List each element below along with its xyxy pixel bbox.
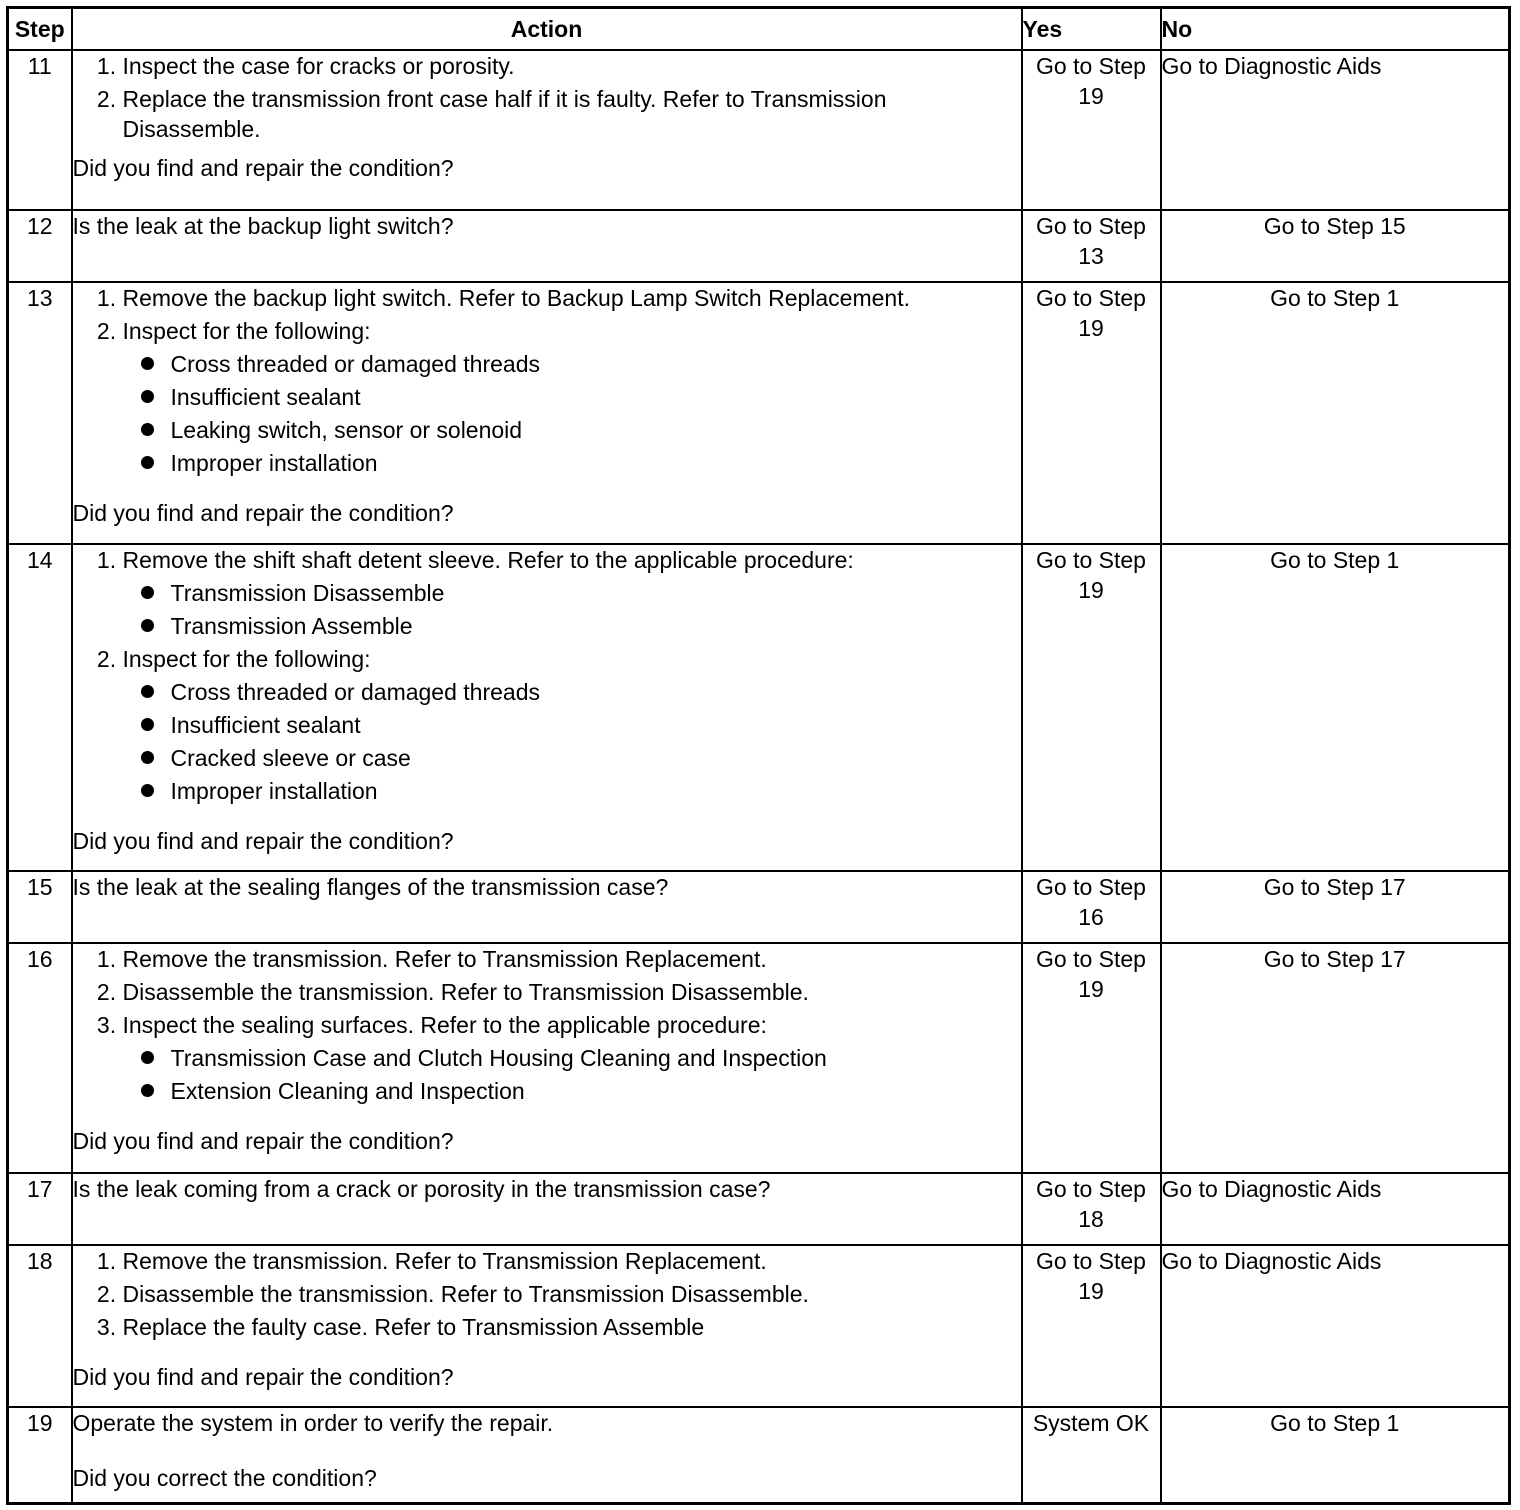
action-item-text: Remove the backup light switch. Refer to Backup Lamp Switch Replacement. xyxy=(122,285,910,311)
action-cell xyxy=(72,282,1022,544)
no-cell: Go to Step 1 xyxy=(1161,544,1510,871)
bullet-icon xyxy=(141,423,154,436)
action-item xyxy=(123,316,1021,478)
bullet-item xyxy=(171,677,1021,707)
action-cell xyxy=(72,1407,1022,1503)
action-question: Did you find and repair the condition? xyxy=(72,155,454,181)
bullet-text: Improper installation xyxy=(170,450,378,476)
header-step: Step xyxy=(8,8,72,51)
action-question: Did you correct the condition? xyxy=(72,1465,377,1491)
bullet-list xyxy=(123,578,1021,641)
yes-cell: Go to Step 19 xyxy=(1022,544,1161,871)
action-item-text: Inspect for the following: xyxy=(122,318,371,344)
action-question: Did you find and repair the condition? xyxy=(72,1364,454,1390)
action-item-text: Disassemble the transmission. Refer to Transmission Disassemble. xyxy=(122,979,809,1005)
header-no: No xyxy=(1161,8,1510,51)
step-number: 17 xyxy=(8,1173,72,1245)
action-text: Is the leak at the backup light switch? xyxy=(72,210,1022,282)
bullet-icon xyxy=(141,456,154,469)
bullet-item xyxy=(171,611,1021,641)
action-item-text: Inspect for the following: xyxy=(122,646,371,672)
action-item xyxy=(123,1279,1021,1309)
bullet-text: Insufficient sealant xyxy=(170,712,361,738)
bullet-text: Cross threaded or damaged threads xyxy=(170,679,540,705)
bullet-text: Improper installation xyxy=(170,778,378,804)
bullet-icon xyxy=(141,586,154,599)
action-item-text: Remove the shift shaft detent sleeve. Refer to the applicable procedure: xyxy=(122,547,854,573)
yes-cell: System OK xyxy=(1022,1407,1161,1503)
no-cell: Go to Diagnostic Aids xyxy=(1161,1245,1510,1407)
no-cell: Go to Diagnostic Aids xyxy=(1161,50,1510,210)
yes-cell: Go to Step 18 xyxy=(1022,1173,1161,1245)
no-cell: Go to Step 1 xyxy=(1161,1407,1510,1503)
action-item xyxy=(123,944,1021,974)
action-item xyxy=(123,644,1021,806)
action-list xyxy=(73,944,1021,1106)
action-item-text: Disassemble the transmission. Refer to Transmission Disassemble. xyxy=(122,1281,809,1307)
bullet-item xyxy=(171,448,1021,478)
no-cell: Go to Diagnostic Aids xyxy=(1161,1173,1510,1245)
bullet-item xyxy=(171,776,1021,806)
action-list xyxy=(73,1246,1021,1342)
bullet-text: Transmission Case and Clutch Housing Cleaning and Inspection xyxy=(170,1045,827,1071)
no-cell: Go to Step 1 xyxy=(1161,282,1510,544)
bullet-text: Transmission Assemble xyxy=(170,613,413,639)
action-item xyxy=(123,1010,1021,1106)
action-item-text: Inspect the sealing surfaces. Refer to the applicable procedure: xyxy=(122,1012,767,1038)
action-list xyxy=(73,51,1021,144)
action-item-text: Replace the faulty case. Refer to Transmission Assemble xyxy=(122,1314,705,1340)
action-item-text: Remove the transmission. Refer to Transmission Replacement. xyxy=(122,1248,767,1274)
table-row xyxy=(8,871,1510,943)
bullet-item xyxy=(171,578,1021,608)
no-cell: Go to Step 17 xyxy=(1161,943,1510,1173)
bullet-item xyxy=(171,1043,1021,1073)
step-number: 18 xyxy=(8,1245,72,1407)
action-item-text: Remove the transmission. Refer to Transmission Replacement. xyxy=(122,946,767,972)
step-number: 12 xyxy=(8,210,72,282)
table-row xyxy=(8,1245,1510,1407)
bullet-icon xyxy=(141,685,154,698)
action-item: 2. Replace the transmission front case half if it is faulty. Refer to Transmission Disassemble. xyxy=(123,84,1021,144)
bullet-icon xyxy=(141,619,154,632)
bullet-icon xyxy=(141,1051,154,1064)
bullet-text: Extension Cleaning and Inspection xyxy=(170,1078,525,1104)
action-item xyxy=(123,1312,1021,1342)
header-action: Action xyxy=(72,8,1022,51)
yes-cell: Go to Step 19 xyxy=(1022,282,1161,544)
diagnostic-table xyxy=(6,6,1511,1505)
bullet-text: Transmission Disassemble xyxy=(170,580,445,606)
action-item xyxy=(123,545,1021,641)
bullet-item xyxy=(171,382,1021,412)
header-row xyxy=(8,8,1510,51)
bullet-item xyxy=(171,710,1021,740)
table-row xyxy=(8,210,1510,282)
bullet-icon xyxy=(141,1084,154,1097)
bullet-icon xyxy=(141,357,154,370)
action-cell xyxy=(72,544,1022,871)
action-cell xyxy=(72,943,1022,1173)
no-cell: Go to Step 17 xyxy=(1161,871,1510,943)
action-item xyxy=(123,1246,1021,1276)
yes-cell: Go to Step 19 xyxy=(1022,1245,1161,1407)
bullet-item xyxy=(171,1076,1021,1106)
action-item: 1. Inspect the case for cracks or porosity. xyxy=(123,51,1021,81)
action-question: Did you find and repair the condition? xyxy=(72,828,454,854)
bullet-icon xyxy=(141,390,154,403)
bullet-icon xyxy=(141,751,154,764)
table-row xyxy=(8,1173,1510,1245)
step-number: 19 xyxy=(8,1407,72,1503)
table-row xyxy=(8,1407,1510,1503)
action-text: Is the leak at the sealing flanges of the transmission case? xyxy=(72,871,1022,943)
action-question: Did you find and repair the condition? xyxy=(72,500,454,526)
bullet-item xyxy=(171,415,1021,445)
table-row xyxy=(8,50,1510,210)
step-number: 16 xyxy=(8,943,72,1173)
bullet-text: Leaking switch, sensor or solenoid xyxy=(170,417,523,443)
yes-cell: Go to Step 13 xyxy=(1022,210,1161,282)
action-cell xyxy=(72,1245,1022,1407)
bullet-icon xyxy=(141,784,154,797)
action-list xyxy=(73,283,1021,478)
yes-cell: Go to Step 16 xyxy=(1022,871,1161,943)
table-row xyxy=(8,544,1510,871)
step-number: 14 xyxy=(8,544,72,871)
action-question: Did you find and repair the condition? xyxy=(72,1128,454,1154)
yes-cell: Go to Step 19 xyxy=(1022,943,1161,1173)
table-row xyxy=(8,282,1510,544)
action-text: Is the leak coming from a crack or porosity in the transmission case? xyxy=(72,1173,1022,1245)
action-item xyxy=(123,283,1021,313)
action-text: Operate the system in order to verify the repair. xyxy=(72,1410,554,1436)
bullet-list xyxy=(123,349,1021,478)
bullet-list xyxy=(123,677,1021,806)
action-cell xyxy=(72,50,1022,210)
action-list xyxy=(73,545,1021,806)
bullet-icon xyxy=(141,718,154,731)
table-row xyxy=(8,943,1510,1173)
bullet-text: Cracked sleeve or case xyxy=(170,745,411,771)
bullet-text: Cross threaded or damaged threads xyxy=(170,351,540,377)
no-cell: Go to Step 15 xyxy=(1161,210,1510,282)
step-number: 13 xyxy=(8,282,72,544)
step-number: 15 xyxy=(8,871,72,943)
step-number: 11 xyxy=(8,50,72,210)
yes-cell: Go to Step 19 xyxy=(1022,50,1161,210)
bullet-item xyxy=(171,349,1021,379)
bullet-text: Insufficient sealant xyxy=(170,384,361,410)
action-item xyxy=(123,977,1021,1007)
header-yes: Yes xyxy=(1022,8,1161,51)
bullet-item xyxy=(171,743,1021,773)
bullet-list xyxy=(123,1043,1021,1106)
